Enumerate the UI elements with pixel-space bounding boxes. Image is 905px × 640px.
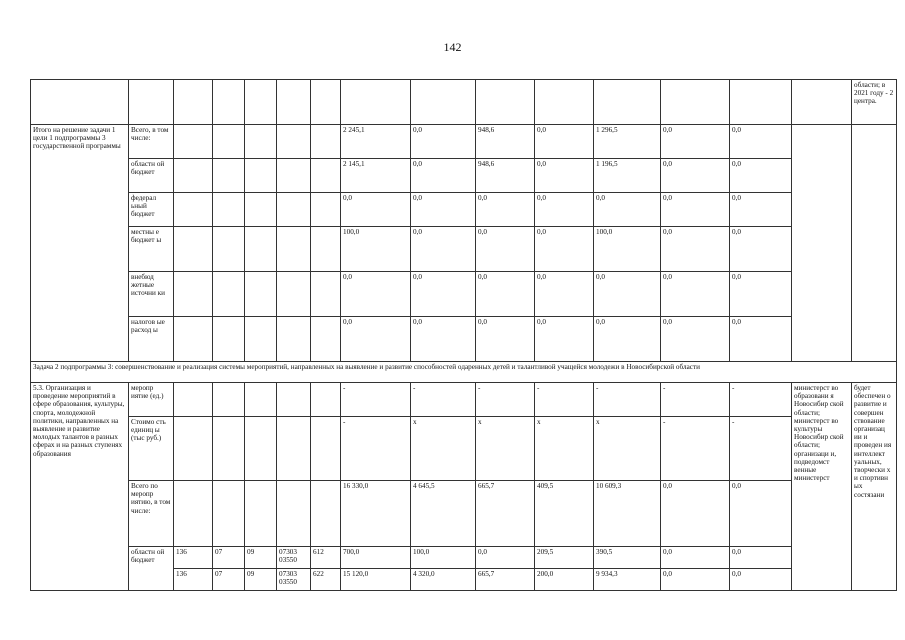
year-cell: - (476, 383, 535, 417)
total-cell: - (341, 383, 411, 417)
year-cell: - (661, 383, 730, 417)
year-cell: - (730, 383, 792, 417)
table-row (31, 481, 897, 547)
pr-cell: 09 (245, 547, 277, 569)
csr-cell: 07303 03550 (277, 569, 311, 591)
task-row (31, 362, 897, 383)
year-cell: 665,7 (476, 481, 535, 547)
year-cell: 0,0 (730, 193, 792, 227)
source-cell: федерал ьный бюджет (129, 193, 174, 227)
total-cell: 0,0 (341, 317, 411, 362)
table-row (31, 547, 897, 569)
year-cell: 0,0 (730, 569, 792, 591)
year-cell: 0,0 (476, 547, 535, 569)
total-cell: - (341, 417, 411, 481)
year-cell: 0,0 (411, 193, 476, 227)
table-row (31, 193, 897, 227)
year-cell: 0,0 (476, 317, 535, 362)
rz-cell: 07 (213, 569, 245, 591)
table-row (31, 159, 897, 193)
year-cell: 0,0 (535, 125, 594, 159)
summary-label: Итого на решение задачи 1 цели 1 подпрограммы 3 государственной программы (31, 125, 129, 362)
year-cell: 0,0 (661, 547, 730, 569)
year-cell: 0,0 (476, 227, 535, 272)
year-cell: 390,5 (594, 547, 661, 569)
year-cell: 948,6 (476, 159, 535, 193)
year-cell: 0,0 (730, 125, 792, 159)
year-cell: 0,0 (661, 193, 730, 227)
year-cell: 200,0 (535, 569, 594, 591)
year-cell: 4 645,5 (411, 481, 476, 547)
year-cell: 100,0 (411, 547, 476, 569)
rz-cell: 07 (213, 547, 245, 569)
year-cell: 0,0 (535, 159, 594, 193)
year-cell: 0,0 (730, 481, 792, 547)
total-cell: 2 245,1 (341, 125, 411, 159)
year-cell: - (411, 383, 476, 417)
year-cell: 1 296,5 (594, 125, 661, 159)
total-cell: 16 330,0 (341, 481, 411, 547)
year-cell: х (535, 417, 594, 481)
year-cell: 0,0 (411, 317, 476, 362)
year-cell: - (594, 383, 661, 417)
source-cell: внебюд жетные источни ки (129, 272, 174, 317)
source-cell: налогов ые расход ы (129, 317, 174, 362)
year-cell: 0,0 (476, 272, 535, 317)
year-cell: 948,6 (476, 125, 535, 159)
vr-cell: 622 (311, 569, 341, 591)
year-cell: 0,0 (661, 272, 730, 317)
year-cell: 0,0 (476, 193, 535, 227)
source-cell: меропр иятие (ед.) (129, 383, 174, 417)
year-cell: 0,0 (661, 159, 730, 193)
pr-cell: 09 (245, 569, 277, 591)
year-cell: 100,0 (594, 227, 661, 272)
year-cell: 4 320,0 (411, 569, 476, 591)
year-cell: 209,5 (535, 547, 594, 569)
year-cell: х (594, 417, 661, 481)
total-cell: 100,0 (341, 227, 411, 272)
source-cell: областн ой бюджет (129, 547, 174, 591)
year-cell: 0,0 (594, 272, 661, 317)
table-row (31, 227, 897, 272)
year-cell: 0,0 (730, 227, 792, 272)
year-cell: 0,0 (411, 125, 476, 159)
year-cell: 0,0 (535, 317, 594, 362)
result-note-cell: области; в 2021 году - 2 центра. (852, 80, 897, 125)
source-cell: Стоимо сть единиц ы (тыс руб.) (129, 417, 174, 481)
year-cell: 0,0 (661, 317, 730, 362)
table-row (31, 317, 897, 362)
year-cell: 0,0 (730, 547, 792, 569)
executor-cell: министерст во образовани я Новосибир ской области; министерст во культуры Новосибир ской области; организаци и, подведомст венные министерст (792, 383, 852, 591)
year-cell: 0,0 (730, 272, 792, 317)
year-cell: - (730, 417, 792, 481)
year-cell: 0,0 (535, 227, 594, 272)
total-cell: 2 145,1 (341, 159, 411, 193)
year-cell: 409,5 (535, 481, 594, 547)
total-cell: 0,0 (341, 272, 411, 317)
source-cell: Всего, в том числе: (129, 125, 174, 159)
year-cell: 0,0 (535, 272, 594, 317)
table-row (31, 383, 897, 417)
source-cell: областн ой бюджет (129, 159, 174, 193)
year-cell: 0,0 (730, 159, 792, 193)
year-cell: 0,0 (411, 272, 476, 317)
page-number: 142 (443, 40, 462, 54)
vr-cell: 612 (311, 547, 341, 569)
year-cell: 0,0 (411, 227, 476, 272)
source-cell: местны е бюджет ы (129, 227, 174, 272)
table-row (31, 125, 897, 159)
csr-cell: 07303 03550 (277, 547, 311, 569)
continuation-row (31, 80, 897, 125)
year-cell: 0,0 (535, 193, 594, 227)
year-cell: 0,0 (661, 569, 730, 591)
year-cell: 0,0 (730, 317, 792, 362)
year-cell: 0,0 (411, 159, 476, 193)
year-cell: 665,7 (476, 569, 535, 591)
year-cell: 10 609,3 (594, 481, 661, 547)
year-cell: 0,0 (661, 125, 730, 159)
year-cell: - (661, 417, 730, 481)
task-heading: Задача 2 подпрограммы 3: совершенствование и реализация системы мероприятий, направленных на выявление и развитие способностей одаренных детей и талантливой учащейся молодежи в Новосибирской области (31, 362, 897, 383)
year-cell: - (535, 383, 594, 417)
year-cell: х (411, 417, 476, 481)
total-cell: 0,0 (341, 193, 411, 227)
year-cell: 0,0 (594, 317, 661, 362)
year-cell: 0,0 (594, 193, 661, 227)
year-cell: х (476, 417, 535, 481)
table-row (31, 272, 897, 317)
year-cell: 1 196,5 (594, 159, 661, 193)
total-cell: 15 120,0 (341, 569, 411, 591)
activity-label: 5.3. Организация и проведение мероприятий в сфере образования, культуры, спорта, молодежной политики, направленных на выявление и развитие молодых талантов в разных сферах и на разных ступенях образования (31, 383, 129, 591)
year-cell: 0,0 (661, 227, 730, 272)
total-cell: 700,0 (341, 547, 411, 569)
year-cell: 0,0 (661, 481, 730, 547)
budget-table (30, 79, 897, 591)
table-row (31, 417, 897, 481)
grbs-cell: 136 (174, 547, 213, 569)
source-cell: Всего по меропр иятию, в том числе: (129, 481, 174, 547)
year-cell: 9 934,3 (594, 569, 661, 591)
result-cell: будет обеспечен о развитие и совершен ствование организац ии и проведен ия интеллект уальных, творчески х и спортивн ых состязани (852, 383, 897, 591)
grbs-cell: 136 (174, 569, 213, 591)
